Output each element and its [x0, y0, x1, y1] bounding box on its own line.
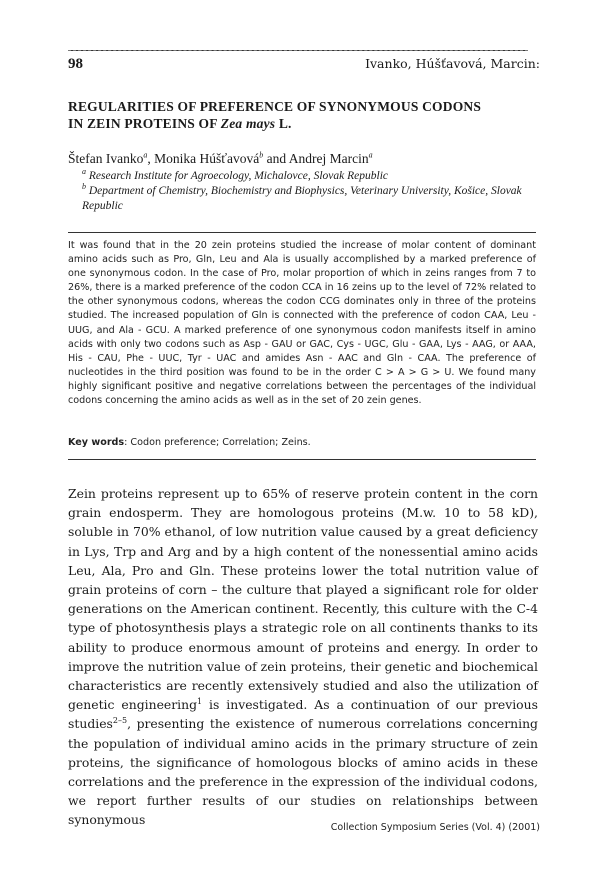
- abstract-text: It was found that in the 20 zein proteins studied the increase of molar content of dominant amino acids such as Pro, Gln, Leu and Ala is usually accomplished by a marked preference of one synonymous codon. In the case of Pro, molar proportion of which in zeins ranges from 7 to 26%, there is a marked preference of the codon CCA in 16 zeins up to the level of 72% related to the other synonymous codons, whereas the codon CCG dominates only in three of the proteins studied. The increased population of Gln is connected with the preference of codon CAA, Leu - UUG, and Ala - GCU. A marked preference of one synonymous codon manifests itself in amino acids with only two codons such as Asp - GAU or GAC, Cys - UGC, Glu - GAA, Lys - AAG, or AAA, His - CAU, Phe - UUC, Tyr - UAC and amides Asn - AAC and Gln - CAA. The preference of nucleotides in the third position was found to be in the order C > A > G > U. We found many highly significant positive and negative correlations between the percentages of the individual codons concerning the amino acids as well as in the set of 20 zein genes.: [68, 240, 536, 407]
- author-2-affil-mark: b: [259, 150, 264, 160]
- author-separator-1: ,: [147, 151, 155, 166]
- title-line-2-suffix: L.: [275, 116, 292, 131]
- keywords-text: : Codon preference; Correlation; Zeins.: [124, 437, 311, 448]
- author-list: [68, 150, 538, 167]
- affiliation-a-mark: a: [82, 167, 86, 177]
- affiliation-a: [82, 169, 522, 184]
- page-header: [68, 52, 540, 76]
- body-text-part-3: , presenting the existence of numerous correlations concerning the population of individual amino acids in the primary structure of zein proteins, the significance of homologous blocks of amino acids in these correlations and the preference in the expression of the individual codons, we report further results of our studies on relationships between synonymous: [68, 716, 538, 828]
- running-head: Ivanko, Húšťavová, Marcin:: [365, 56, 540, 71]
- abstract-top-rule: [68, 232, 536, 233]
- title-line-1: REGULARITIES OF PREFERENCE OF SYNONYMOUS CODONS: [68, 99, 482, 114]
- author-3: Andrej Marcin: [288, 151, 369, 166]
- abstract-bottom-rule: [68, 459, 536, 460]
- title-line-2: [68, 115, 538, 132]
- affiliation-b-text: Department of Chemistry, Biochemistry and Biophysics, Veterinary University, Košice, Slovak Republic: [82, 185, 522, 212]
- reference-2-5: 2–5: [112, 716, 128, 726]
- title-line-2-prefix: IN ZEIN PROTEINS OF: [68, 116, 221, 131]
- header-rule: [68, 50, 528, 51]
- keywords-label: Key words: [68, 437, 125, 448]
- affiliation-b: [82, 184, 522, 213]
- body-text-part-1: Zein proteins represent up to 65% of reserve protein content in the corn grain endosperm. They are homologous proteins (M.w. 10 to 58 kD), soluble in 70% ethanol, of low nutrition value caused by a great deficiency in Lys, Trp and Arg and by a high content of the nonessential amino acids Leu, Ala, Pro and Gln. These proteins lower the total nutrition value of grain proteins of corn – the culture that played a significant role for older generations on the American continent. Recently, this culture with the C-4 type of photosynthesis plays a strategic role on all continents thanks to its ability to produce enormous amount of proteins and energy. In order to improve the nutrition value of zein proteins, their genetic and biochemical characteristics are recently extensively studied and also the utilization of genetic engineering: [68, 486, 538, 713]
- body-paragraph: [68, 484, 538, 830]
- article-title: [68, 98, 538, 132]
- page-number: 98: [68, 56, 83, 72]
- author-2: Monika Húšťavová: [154, 151, 260, 166]
- author-separator-2: and: [263, 151, 289, 166]
- affiliation-a-text: Research Institute for Agroecology, Michalovce, Slovak Republic: [86, 170, 388, 182]
- author-1: Štefan Ivanko: [68, 151, 144, 166]
- author-3-affil-mark: a: [368, 150, 373, 160]
- author-1-affil-mark: a: [143, 150, 148, 160]
- page-footer: Collection Symposium Series (Vol. 4) (2001): [330, 822, 540, 833]
- species-name: Zea mays: [220, 116, 276, 131]
- affiliation-b-mark: b: [82, 182, 86, 192]
- body-text-part-2: is investigated. As a continuation of our previous studies: [68, 697, 538, 732]
- reference-1: 1: [197, 697, 203, 707]
- keywords: [68, 436, 536, 450]
